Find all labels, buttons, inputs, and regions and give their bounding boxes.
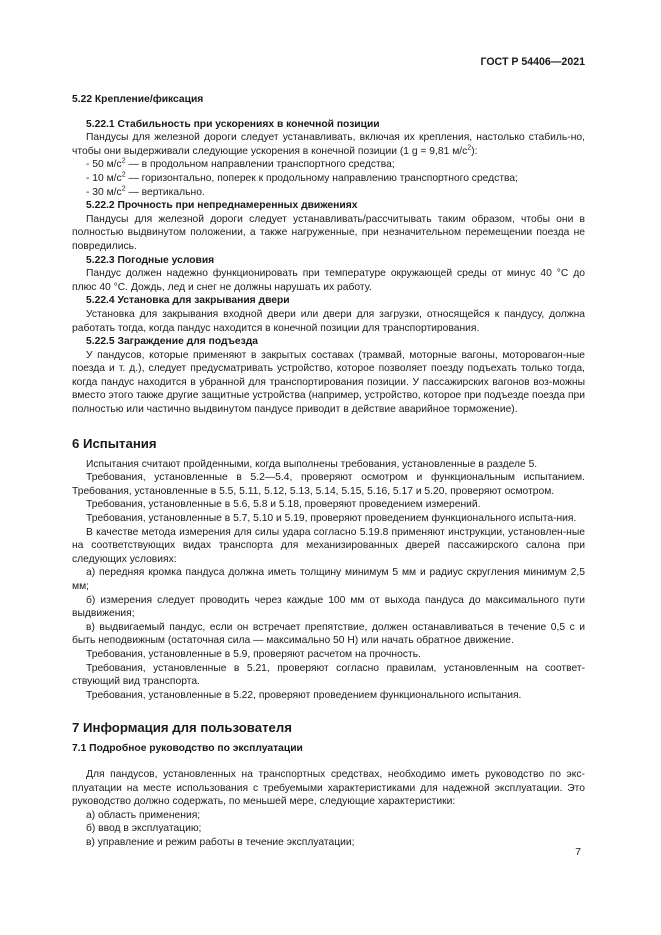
section-6-paragraph: Требования, установленные в 5.2—5.4, проверяют осмотром и функциональным испытанием. Требования, установленные в 5.5, 5.11, 5.12, 5.13, 5.14, 5.15, 5.16, 5.17 и 5.20, проверяют осмотром. xyxy=(72,472,585,497)
list-item: б) ввод в эксплуатацию; xyxy=(86,823,202,835)
text-part: - 10 м/с xyxy=(86,172,122,184)
accel-item xyxy=(72,158,585,172)
condition-item-c: в) выдвигаемый пандус, если он встречает препятствие, должен останавливаться в течение 0,5 с и быть неподвижным (остаточная сила — максимально 50 Н) или начать обратное движение. xyxy=(72,621,585,647)
section-5-22-5-text: У пандусов, которые применяют в закрытых составах (трамвай, моторные вагоны, моторовагон-ные поезда и т. д.), следует предусматривать устройство, которое позволяет поезду подъехать только тогда, когда пандус находится в убранной для транспортирования позиции. У пассажирских вагонов воз-можны вместо этого также другие защитные устройства (например, устройство, которое при подъезде поезда при полностью или частично выдвинутом пандусе приводит в действие аварийное торможение). xyxy=(72,349,585,416)
section-5-22-4-title: 5.22.4 Установка для закрывания двери xyxy=(86,295,290,307)
section-5-22-1-title: 5.22.1 Стабильность при ускорениях в конечной позиции xyxy=(86,118,380,130)
text-part: - 50 м/с xyxy=(86,159,122,171)
text-part: - 30 м/с xyxy=(86,186,122,198)
list-item: в) управление и режим работы в течение эксплуатации; xyxy=(86,836,355,848)
section-6-paragraph: Требования, установленные в 5.22, проверяют проведением функционального испытания. xyxy=(86,689,522,701)
accel-item xyxy=(72,172,585,186)
superscript: 2 xyxy=(121,157,126,165)
page-number: 7 xyxy=(575,847,581,858)
superscript: 2 xyxy=(121,171,126,179)
section-5-22-2-text: Пандусы для железной дороги следует устанавливать/рассчитывать таким образом, чтобы они в полностью выдвинутом положении, а также нагруженные, при незначительном перемещении поезда не повредились. xyxy=(72,213,585,252)
text-part: Пандусы для железной дороги следует устанавливать, включая их крепления, настолько стабиль-но, чтобы они выдерживали следующие ускорения в конечной позиции (1 g = 9,81 м/с xyxy=(72,132,585,157)
section-5-22-4-text: Установка для закрывания входной двери или двери для загрузки, относящейся к пандусу, должна работать тогда, когда пандус находится в конечной позиции для транспортирования. xyxy=(72,308,585,334)
section-5-22-3-text: Пандус должен надежно функционировать при температуре окружающей среды от минус 40 °С до плюс 40 °С. Дождь, лед и снег не должны нарушать их работу. xyxy=(72,268,585,293)
superscript: 2 xyxy=(467,144,472,152)
text-part: — горизонтально, поперек к продольному направлению транспортного средства; xyxy=(125,172,518,184)
text-part: ): xyxy=(471,145,478,157)
section-7-title: 7 Информация для пользователя xyxy=(72,720,292,736)
superscript: 2 xyxy=(121,185,126,193)
text-part: — вертикально. xyxy=(125,186,205,198)
section-5-22-title: 5.22 Крепление/фиксация xyxy=(72,94,204,105)
list-item: а) область применения; xyxy=(86,809,201,821)
accel-item xyxy=(72,186,585,200)
section-5-22-5-title: 5.22.5 Заграждение для подъезда xyxy=(86,336,259,348)
text-part: — в продольном направлении транспортного средства; xyxy=(125,159,395,171)
section-6-paragraph: В качестве метода измерения для силы удара согласно 5.19.8 применяют инструкции, установлен-ные на соответствующих видах транспорта для механизированных дверей пассажирского салона при следующих условиях: xyxy=(72,526,585,565)
section-6-paragraph: Требования, установленные в 5.7, 5.10 и 5.19, проверяют проведением функционального испыта-ния. xyxy=(86,513,577,525)
section-7-1-text: Для пандусов, установленных на транспортных средствах, необходимо иметь руководство по экс-плуатации на месте использования с требуемыми характеристиками для надежной эксплуатации. Это руководство должно содержать, по меньшей мере, следующие характеристики: xyxy=(72,768,585,808)
section-6-paragraph: Требования, установленные в 5.6, 5.8 и 5.18, проверяют проведением измерений. xyxy=(86,499,481,511)
section-6-paragraph: Требования, установленные в 5.9, проверяют расчетом на прочность. xyxy=(86,648,421,660)
condition-item-b: б) измерения следует проводить через каждые 100 мм от выхода пандуса до максимального пути выдвижения; xyxy=(72,594,585,620)
section-5-22-3-title: 5.22.3 Погодные условия xyxy=(86,254,215,266)
section-5-22-2-title: 5.22.2 Прочность при непреднамеренных движениях xyxy=(86,200,358,212)
page-content xyxy=(72,90,585,850)
section-5-22-1-text xyxy=(72,131,585,158)
condition-item-a: а) передняя кромка пандуса должна иметь толщину минимум 5 мм и радиус скругления минимум 2,5 мм; xyxy=(72,567,585,592)
section-6-paragraph: Испытания считают пройденными, когда выполнены требования, установленные в разделе 5. xyxy=(86,458,538,470)
section-7-1-title: 7.1 Подробное руководство по эксплуатации xyxy=(72,743,303,755)
standard-code: ГОСТ Р 54406—2021 xyxy=(480,56,585,68)
section-6-paragraph: Требования, установленные в 5.21, проверяют согласно правилам, установленным на соответ-ствующий вид транспорта. xyxy=(72,662,585,688)
section-6-title: 6 Испытания xyxy=(72,435,157,451)
